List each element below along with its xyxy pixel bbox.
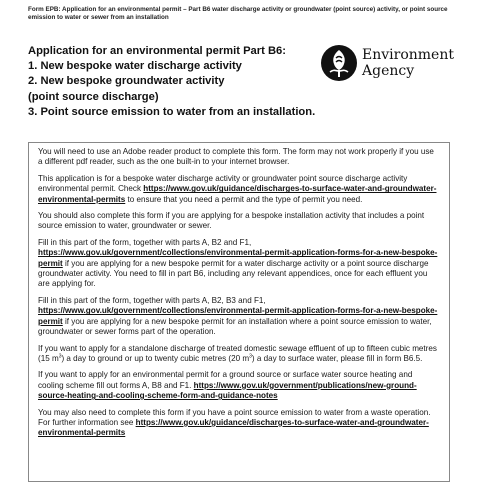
intro-paragraph <box>38 344 440 365</box>
paragraph-text: You may also need to complete this form if you have a point source emission to water from a waste operation. For further information see <box>38 407 431 427</box>
heating-cooling-link[interactable]: https://www.gov.uk/government/publications/new-ground-source-heating-and-cooling-scheme-form-and-guidance-notes <box>38 380 417 401</box>
logo-text-line: Agency <box>362 63 415 79</box>
intro-paragraph <box>38 174 440 205</box>
guidance-link[interactable]: https://www.gov.uk/guidance/discharges-to-surface-water-and-groundwater-environmental-permits <box>38 417 429 438</box>
intro-box <box>28 142 450 482</box>
paragraph-text: This application is for a bespoke water discharge activity or groundwater point source discharge activity environmental permit. Check <box>38 173 408 194</box>
environment-agency-logo <box>320 44 454 84</box>
paragraph-text: Fill in this part of the form, together with parts A, B2, B3 and F1, <box>38 295 266 305</box>
forms-collection-link[interactable]: https://www.gov.uk/government/collections/environmental-permit-application-forms-for-a-new-bespoke-permit <box>38 248 438 268</box>
paragraph-text: to ensure that you need a permit and the type of permit you need. <box>125 194 363 204</box>
paragraph-text: You should also complete this form if you are applying for a bespoke installation activity that includes a point source emission to water, groundwater or sewer. <box>38 211 425 231</box>
paragraph-text: You will need to use an Adobe reader product to complete this form. The form may not work properly if you use a different pdf reader, such as the one built-in to your internet browser. <box>38 147 434 167</box>
paragraph-text: ) a day to ground or up to twenty cubic metres (20 m <box>61 353 250 363</box>
title-line: Application for an environmental permit Part B6: <box>28 45 286 57</box>
paragraph-text: if you are applying for a new bespoke permit for an installation where a point source emission to water, groundwater or sewer forms part of the operation. <box>38 316 432 337</box>
intro-paragraph <box>38 147 440 168</box>
superscript: 3 <box>58 353 62 360</box>
intro-paragraph <box>38 296 440 338</box>
guidance-link[interactable]: https://www.gov.uk/guidance/discharges-to-surface-water-and-groundwater-environmental-permits <box>38 184 437 204</box>
paragraph-text: Fill in this part of the form, together with parts A, B2 and F1, <box>38 237 252 247</box>
title-line: 3. Point source emission to water from an installation. <box>28 105 316 118</box>
intro-paragraph <box>38 408 440 439</box>
environment-agency-logo-icon <box>320 44 358 82</box>
paragraph-text: if you are applying for a new bespoke permit for a water discharge activity or a point source discharge groundwater activity. You need to fill in part B6, including any relevant appendices, once for each effluent you are applying for. <box>38 258 429 289</box>
title-line: 1. New bespoke water discharge activity <box>28 60 242 73</box>
logo-text-line: Environment <box>362 47 454 63</box>
page-title <box>28 44 328 120</box>
intro-paragraph <box>38 238 440 290</box>
forms-collection-link[interactable]: https://www.gov.uk/government/collections/environmental-permit-application-forms-for-a-new-bespoke-permit <box>38 306 438 326</box>
title-line: 2. New bespoke groundwater activity <box>28 75 225 88</box>
superscript: 3 <box>249 353 252 360</box>
intro-paragraph <box>38 211 440 232</box>
intro-paragraph <box>38 370 440 401</box>
form-header: Form EPB: Application for an environmental permit – Part B6 water discharge activity or groundwater (point source) activity, or point source emission to water or sewer from an installation <box>28 6 448 21</box>
paragraph-text: If you want to apply for a standalone discharge of treated domestic sewage effluent of up to fifteen cubic metres (15 m <box>38 343 437 363</box>
paragraph-text: ) a day to surface water, please fill in form B6.5. <box>251 353 423 363</box>
title-line: (point source discharge) <box>28 90 159 103</box>
paragraph-text: If you want to apply for an environmental permit for a ground source or surface water source heating and cooling scheme fill out forms A, B8 and F1. <box>38 370 413 390</box>
